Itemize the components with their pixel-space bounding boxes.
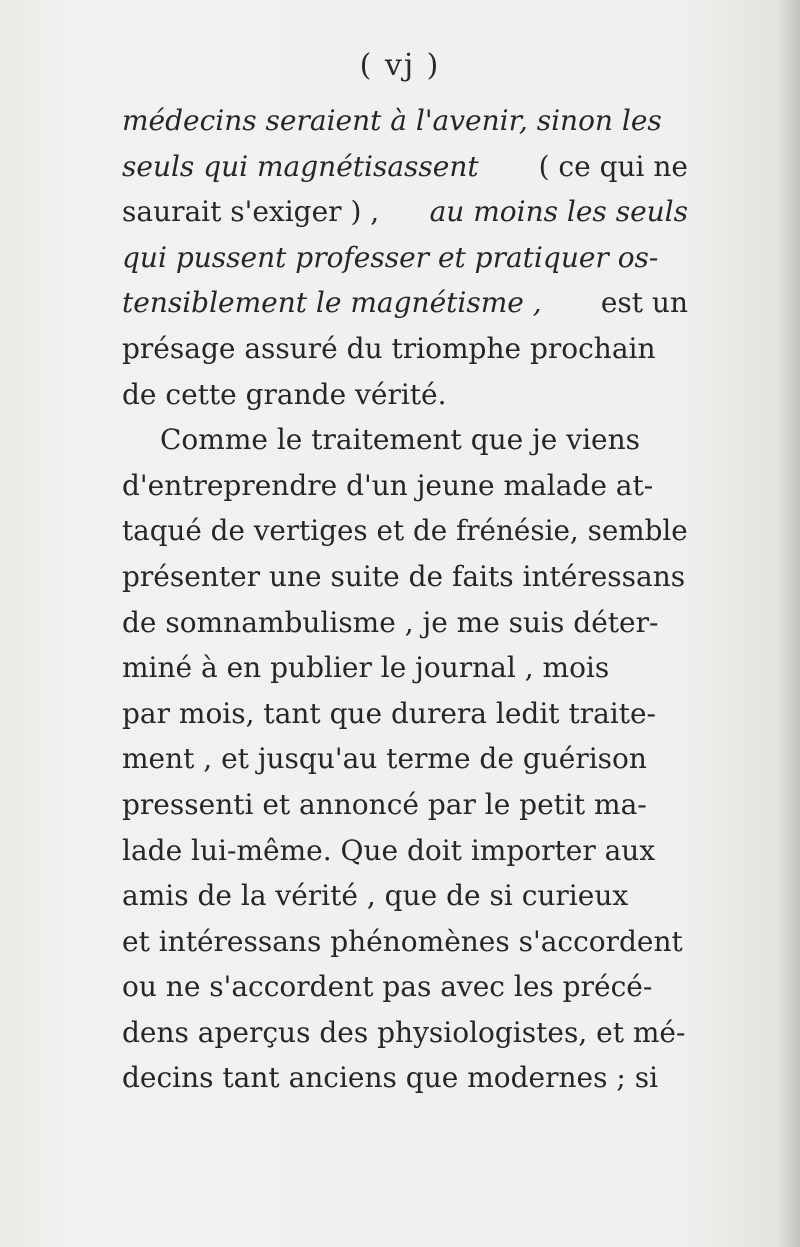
text-line <box>122 736 688 782</box>
roman-text: par mois, tant que durera ledit traite- <box>122 696 657 730</box>
text-line <box>122 508 688 554</box>
roman-text: et intéressans phénomènes s'accordent <box>122 924 683 958</box>
text-line <box>122 1010 688 1056</box>
roman-text: pressenti et annoncé par le petit ma- <box>122 787 647 821</box>
roman-text: est un <box>600 286 688 320</box>
text-line <box>122 554 688 600</box>
roman-text: decins tant anciens que modernes ; si <box>122 1061 659 1095</box>
roman-text: de somnambulisme , je me suis déter- <box>122 605 659 639</box>
paragraph-start-line <box>122 417 688 463</box>
text-line <box>122 235 688 281</box>
italic-text: médecins seraient à l'avenir, sinon les <box>122 104 662 137</box>
body-text <box>122 98 688 1101</box>
roman-text: miné à en publier le journal , mois <box>122 651 610 685</box>
text-line <box>122 691 688 737</box>
text-line <box>122 645 688 691</box>
roman-text: de cette grande vérité. <box>122 377 447 411</box>
roman-text: lade lui-même. Que doit importer aux <box>122 833 656 867</box>
roman-text: taqué de vertiges et de frénésie, semble <box>122 514 688 548</box>
text-line <box>122 782 688 828</box>
italic-text: tensiblement le magnétisme , <box>122 286 542 320</box>
text-line <box>122 1055 688 1101</box>
text-line <box>122 463 688 509</box>
roman-text: présenter une suite de faits intéressans <box>122 559 686 593</box>
text-line <box>122 372 688 418</box>
text-line <box>122 873 688 919</box>
text-line <box>122 600 688 646</box>
page-number: ( vj ) <box>359 48 441 83</box>
roman-text: ( ce qui ne <box>538 149 688 183</box>
roman-text: d'entreprendre d'un jeune malade at- <box>122 468 654 502</box>
page-edge-shadow <box>778 0 800 1247</box>
italic-text: qui pussent professer et pratiquer os- <box>122 240 659 274</box>
text-line <box>122 326 688 372</box>
text-line <box>122 189 688 235</box>
roman-text: dens aperçus des physiologistes, et mé- <box>122 1015 686 1049</box>
roman-text: saurait s'exiger ) , <box>122 195 380 229</box>
roman-text: amis de la vérité , que de si curieux <box>122 879 629 913</box>
text-line <box>122 144 688 190</box>
roman-text: ou ne s'accordent pas avec les précé- <box>122 970 653 1004</box>
italic-text: seuls qui magnétisassent <box>122 149 479 183</box>
text-line <box>122 828 688 874</box>
text-line <box>122 98 688 144</box>
text-line <box>122 280 688 326</box>
roman-text: ment , et jusqu'au terme de guérison <box>122 742 647 776</box>
text-line <box>122 919 688 965</box>
italic-text: au moins les seuls <box>429 195 688 229</box>
roman-text: présage assuré du triomphe prochain <box>122 331 656 365</box>
roman-text: Comme le traitement que je viens <box>160 423 641 457</box>
text-line <box>122 964 688 1010</box>
